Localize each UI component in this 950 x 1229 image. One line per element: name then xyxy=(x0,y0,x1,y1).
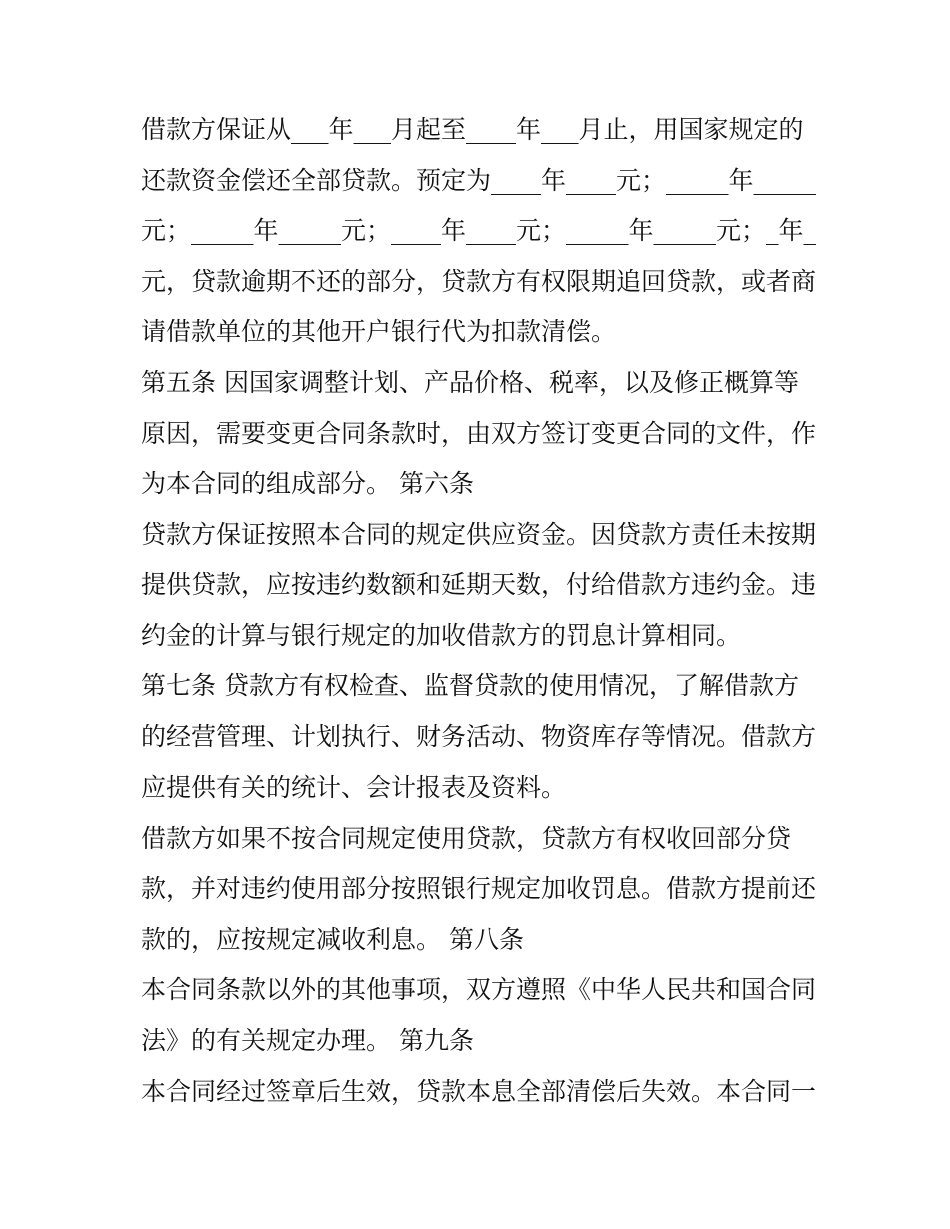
text-line: 元；_____年_____元；____年____元；_____年_____元；_年_ xyxy=(141,216,817,245)
text-line: 本合同条款以外的其他事项，双方遵照《中华人民共和国合同 xyxy=(141,975,817,1004)
text-line: 借款方保证从___年___月起至____年___月止，用国家规定的 xyxy=(141,115,804,144)
text-line: 还款资金偿还全部贷款。预定为____年____元；_____年_____ xyxy=(141,166,817,195)
text-line: 为本合同的组成部分。 第六条 xyxy=(141,469,474,498)
text-line: 借款方如果不按合同规定使用贷款，贷款方有权收回部分贷 xyxy=(141,824,792,853)
text-line: 法》的有关规定办理。 第九条 xyxy=(141,1026,474,1055)
text-line: 元，贷款逾期不还的部分，贷款方有权限期追回贷款，或者商 xyxy=(141,267,817,296)
text-line: 应提供有关的统计、会计报表及资料。 xyxy=(141,773,567,802)
text-line: 本合同经过签章后生效，贷款本息全部清偿后失效。本合同一 xyxy=(141,1077,817,1106)
text-line: 请借款单位的其他开户银行代为扣款清偿。 xyxy=(141,317,617,346)
text-line: 款，并对违约使用部分按照银行规定加收罚息。借款方提前还 xyxy=(141,874,817,903)
text-line: 第五条 因国家调整计划、产品价格、税率，以及修正概算等 xyxy=(141,368,799,397)
text-line: 款的，应按规定减收利息。 第八条 xyxy=(141,925,524,954)
text-line: 约金的计算与银行规定的加收借款方的罚息计算相同。 xyxy=(141,621,742,650)
text-line: 提供贷款，应按违约数额和延期天数，付给借款方违约金。违 xyxy=(141,570,817,599)
text-line: 的经营管理、计划执行、财务活动、物资库存等情况。借款方 xyxy=(141,722,817,751)
text-line: 贷款方保证按照本合同的规定供应资金。因贷款方责任未按期 xyxy=(141,520,817,549)
text-line: 第七条 贷款方有权检查、监督贷款的使用情况，了解借款方 xyxy=(141,671,799,700)
text-line: 原因，需要变更合同条款时，由双方签订变更合同的文件，作 xyxy=(141,419,817,448)
